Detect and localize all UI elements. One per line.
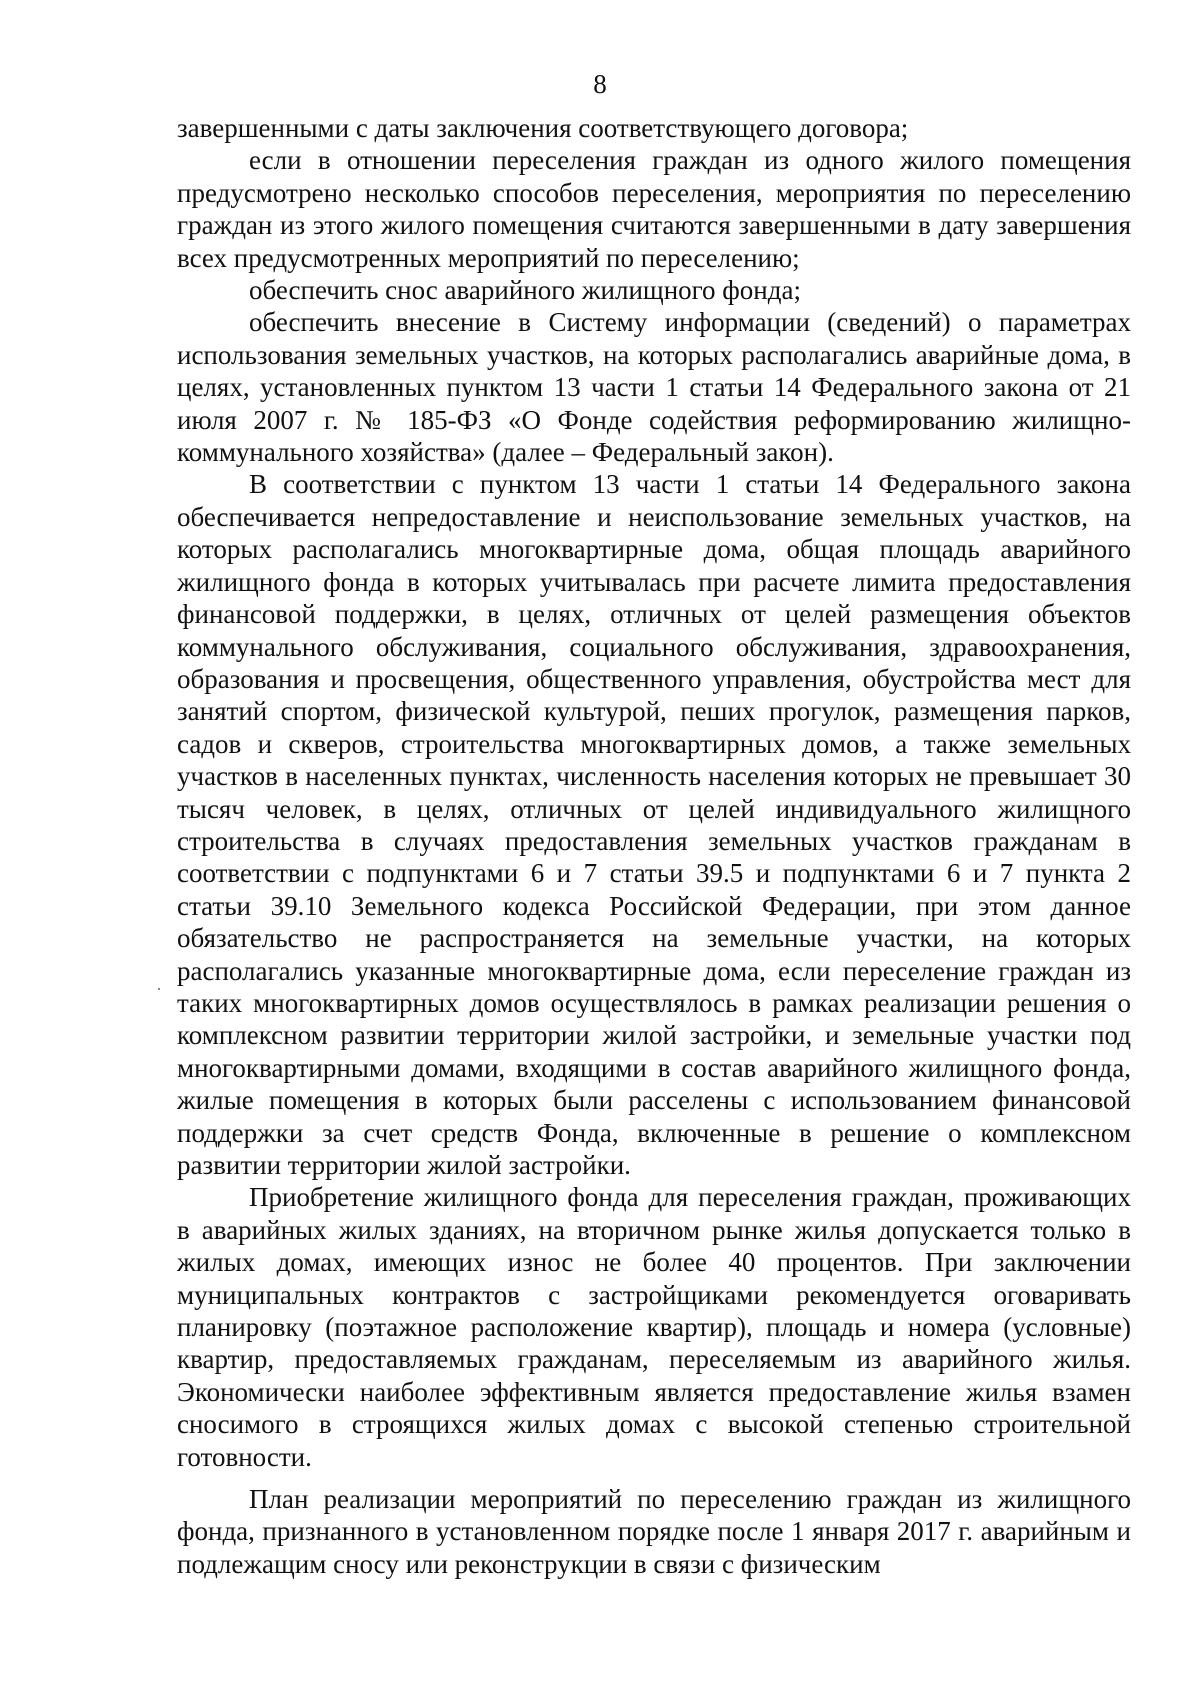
document-body <box>177 112 1131 1580</box>
paragraph-system-information: обеспечить внесение в Систему информации (сведений) о параметрах использования земельных участков, на которых располагались аварийные дома, в целях, установленных пунктом 13 части 1 статьи 14 Федерального закона от 21 июля 2007 г. № 185-ФЗ «О Фонде содействия реформированию жилищно-коммунального хозяйства» (далее – Федеральный закон). <box>177 307 1131 468</box>
paragraph-continuation: завершенными с даты заключения соответствующего договора; <box>177 113 909 143</box>
paragraph-housing-acquisition: Приобретение жилищного фонда для переселения граждан, проживающих в аварийных жилых зданиях, на вторичном рынке жилья допускается только в жилых домах, имеющих износ не более 40 процентов. При заключении муниципальных контрактов с застройщиками рекомендуется оговаривать планировку (поэтажное расположение квартир), площадь и номера (условные) квартир, предоставляемых гражданам, переселяемым из аварийного жилья. Экономически наиболее эффективным является предоставление жилья взамен сносимого в строящихся жилых домах с высокой степенью строительной готовности. <box>177 1182 1131 1472</box>
page-number: 8 <box>593 69 607 99</box>
scan-speck <box>158 988 160 990</box>
paragraph-demolition: обеспечить снос аварийного жилищного фонда; <box>249 275 801 306</box>
paragraph-resettlement-methods: если в отношении переселения граждан из одного жилого помещения предусмотрено несколько способов переселения, мероприятия по переселению граждан из этого жилого помещения считаются завершенными в дату завершения всех предусмотренных мероприятий по переселению; <box>177 145 1131 273</box>
paragraph-implementation-plan: План реализации мероприятий по переселению граждан из жилищного фонда, признанного в установленном порядке после 1 января 2017 г. аварийным и подлежащим сносу или реконструкции в связи с физическим <box>177 1484 1131 1579</box>
paragraph-land-use: В соответствии с пунктом 13 части 1 статьи 14 Федерального закона обеспечивается непредоставление и неиспользование земельных участков, на которых располагались многоквартирные дома, общая площадь аварийного жилищного фонда в которых учитывалась при расчете лимита предоставления финансовой поддержки, в целях, отличных от целей размещения объектов коммунального обслуживания, социального обслуживания, здравоохранения, образования и просвещения, общественного управления, обустройства мест для занятий спортом, физической культурой, пеших прогулок, размещения парков, садов и скверов, строительства многоквартирных домов, а также земельных участков в населенных пунктах, численность населения которых не превышает 30 тысяч человек, в целях, отличных от целей индивидуального жилищного строительства в случаях предоставления земельных участков гражданам в соответствии с подпунктами 6 и 7 статьи 39.5 и подпунктами 6 и 7 пункта 2 статьи 39.10 Земельного кодекса Российской Федерации, при этом данное обязательство не распространяется на земельные участки, на которых располагались указанные многоквартирные дома, если переселение граждан из таких многоквартирных домов осуществлялось в рамках реализации решения о комплексном развитии территории жилой застройки, и земельные участки под многоквартирными домами, входящими в состав аварийного жилищного фонда, жилые помещения в которых были расселены с использованием финансовой поддержки за счет средств Фонда, включенные в решение о комплексном развитии территории жилой застройки. <box>177 469 1131 1180</box>
